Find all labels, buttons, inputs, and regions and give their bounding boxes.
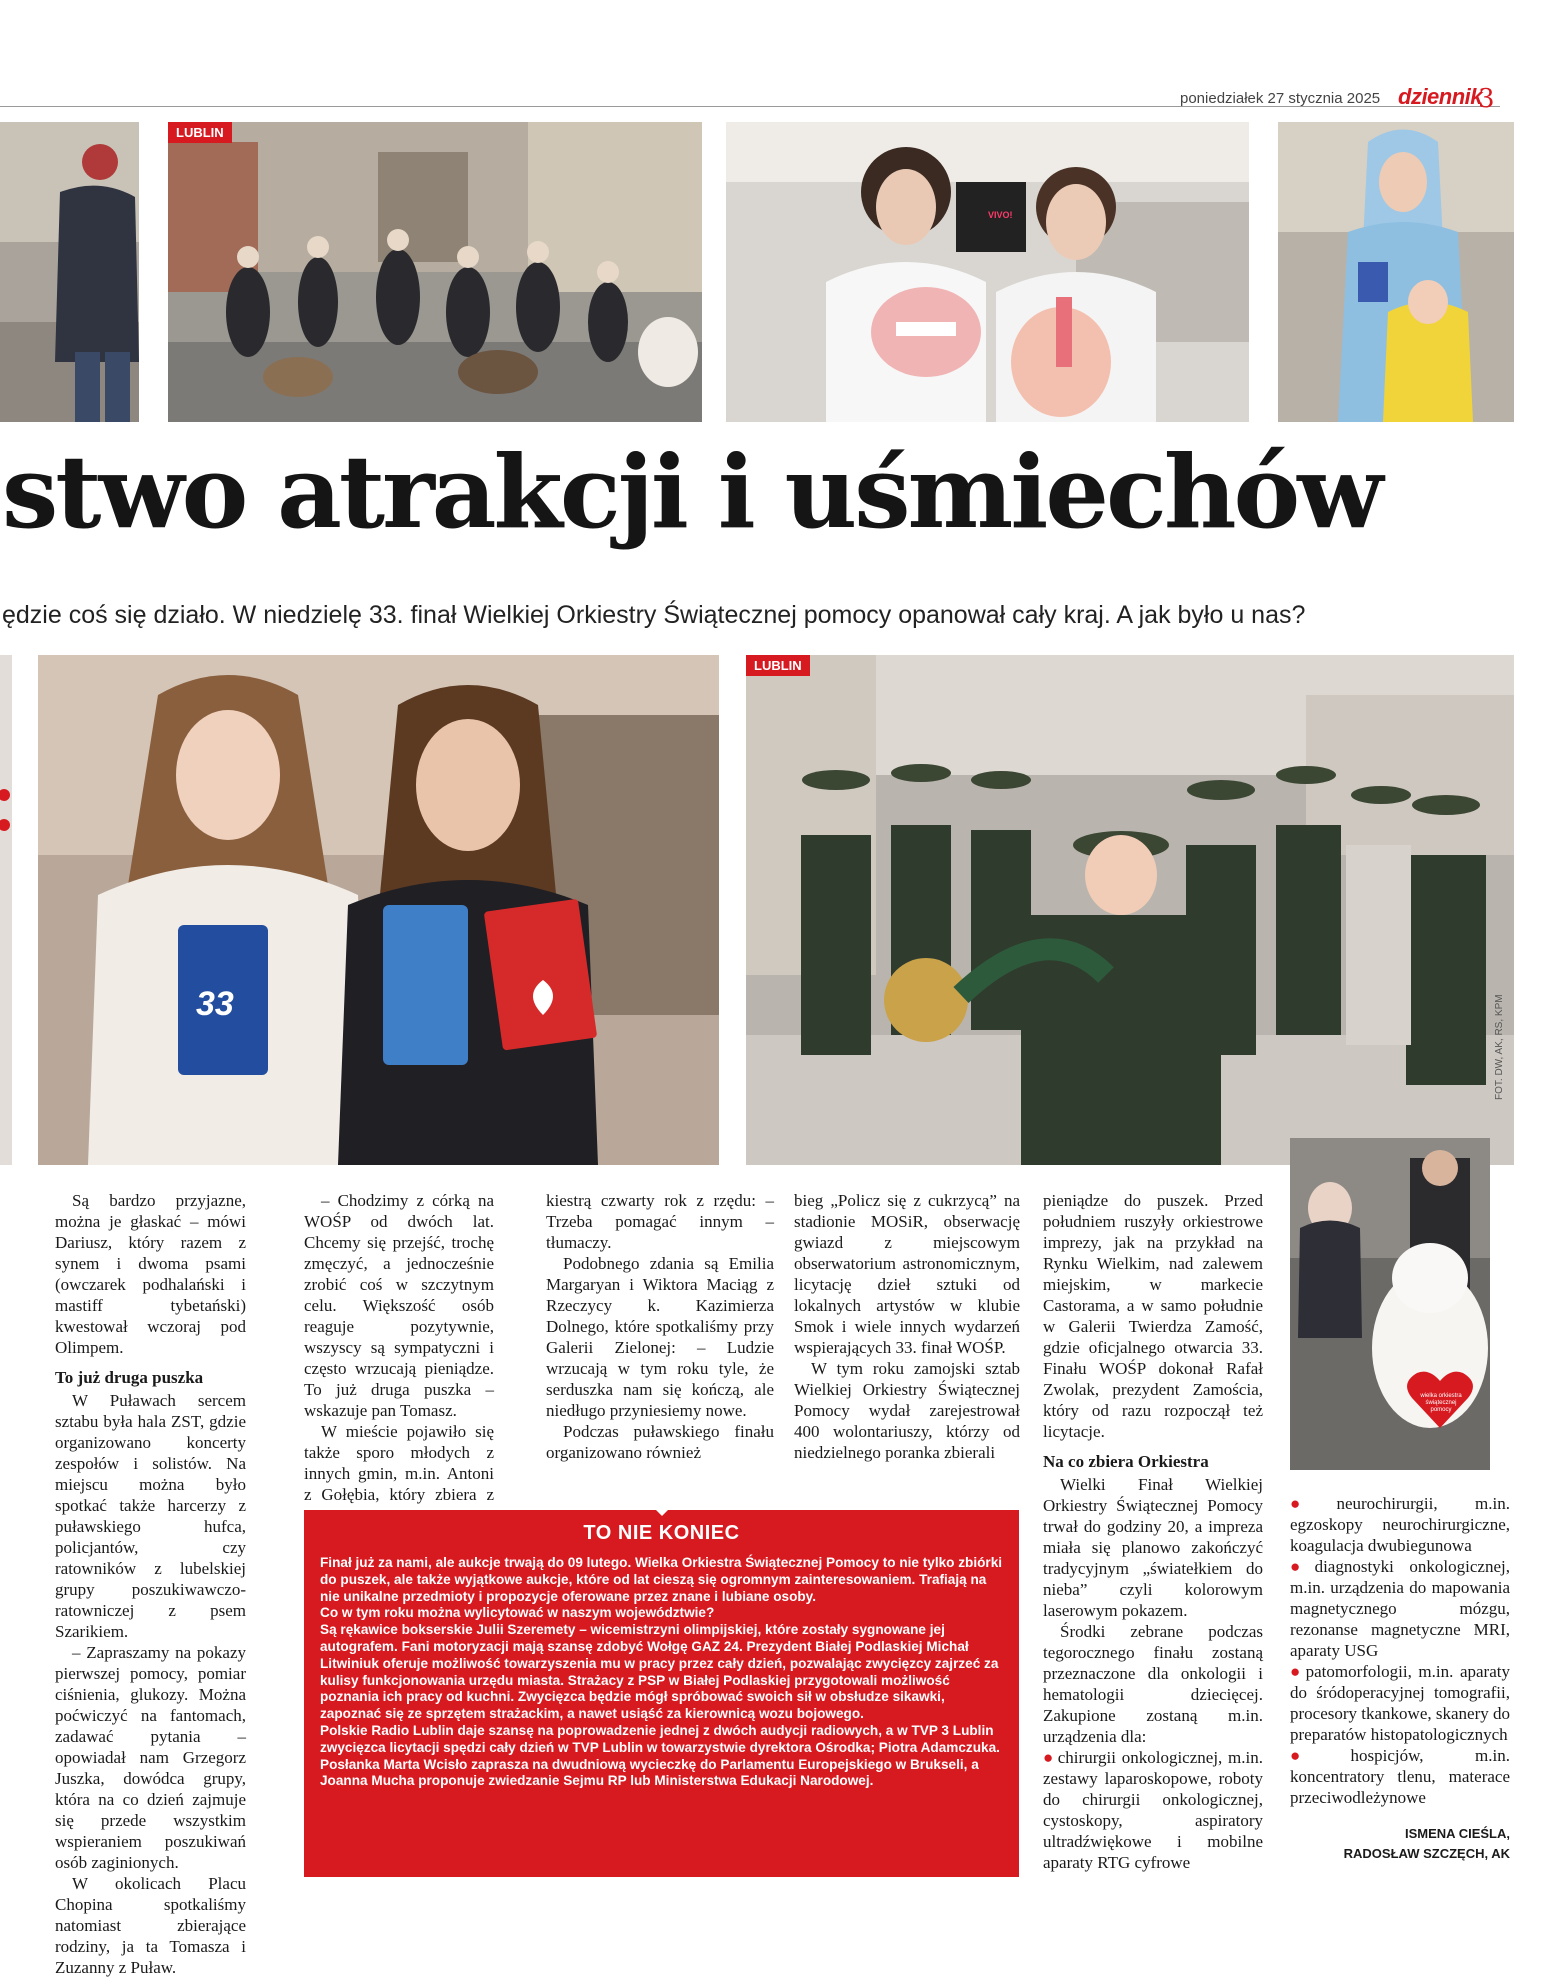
- issue-date: poniedziałek 27 stycznia 2025: [1180, 90, 1381, 107]
- bullet-dot-icon: ●: [1290, 1557, 1312, 1576]
- subheading-second-box: To już druga puszka: [55, 1368, 204, 1387]
- info-box-paragraph-2: Co w tym roku można wylicytować w naszym województwie?: [320, 1605, 715, 1621]
- newspaper-logo: dziennik: [1398, 84, 1483, 109]
- photo-man-street: [0, 122, 139, 422]
- vivo-badge: VIVO!: [988, 210, 1013, 220]
- author-line-2: RADOSŁAW SZCZĘCH, AK: [1343, 1846, 1510, 1861]
- column-2-paragraph-1: – Chodzimy z córką na WOŚP od dwóch lat. Chcemy się przejść, trochę zmęczyć, a jednocześnie zrobić coś w szczytnym celu. Większość osób reaguje pozytywnie, wszyscy są sympatyczni i często wrzucają pieniądze. To już druga puszka – wskazuje pan Tomasz.: [304, 1191, 494, 1420]
- author-signature: [1290, 1824, 1510, 1864]
- column-1-paragraph-2: W Puławach sercem sztabu była hala ZST, gdzie organizowano koncerty zespołów i solistów. Na miejscu można było spotkać także harcerzy z puławskiego hufca, policjantów, czy ratowników z lubelskiej grupy poszukiwawczo-ratowniczej z psem Szarikiem.: [55, 1391, 246, 1641]
- bullet-item: ● hospicjów, m.in. koncentratory tlenu, materace przeciwodleżynowe: [1290, 1746, 1510, 1807]
- headline: stwo atrakcji i uśmiechów: [2, 433, 1381, 551]
- article-column-5: [1043, 1190, 1263, 1873]
- column-5-paragraph-2: Wielki Finał Wielkiej Orkiestry Świątecznej Pomocy trwał do godziny 20, a impreza miała się planowo zakończyć tradycyjnym „światełkiem do nieba” czyli kolorowym laserowym pokazem.: [1043, 1475, 1263, 1620]
- column-2-paragraph-2: W mieście pojawiło się także sporo młodych z innych gmin, m.in. Antoni z Gołębia, który zbiera z: [304, 1422, 494, 1504]
- bullet-dot-icon: ●: [1290, 1494, 1334, 1513]
- photo-hunters-horn: [746, 655, 1514, 1165]
- location-tag-lublin-2: LUBLIN: [746, 655, 810, 676]
- page-number: 3: [1478, 84, 1495, 114]
- photo-dental-volunteers: [726, 122, 1249, 422]
- article-column-3: [546, 1190, 774, 1463]
- bullet-dot-icon: ●: [1290, 1662, 1303, 1681]
- info-box-paragraph-4: Polskie Radio Lublin daje szansę na poprowadzenie jednej z dwóch audycji radiowych, a w TVP 3 Lublin zwycięzca licytacji spędzi cały dzień w TVP Lublin w towarzystwie dyrektora Ośrodka; Piotra Adamczuka.: [320, 1722, 1000, 1755]
- column-4-paragraph-2: W tym roku zamojski sztab Wielkiej Orkiestry Świątecznej Pomocy wydał zarejestrował 400 wolontariuszy, którzy od niedzielnego poranka zbierali: [794, 1359, 1020, 1462]
- location-tag-lublin: LUBLIN: [168, 122, 232, 143]
- article-column-6: [1290, 1493, 1510, 1808]
- heart-sticker-text: wielka orkiestra świątecznej pomocy: [1420, 1393, 1462, 1413]
- bullet-item: ● diagnostyki onkologicznej, m.in. urządzenia do mapowania magnetycznego mózgu, rezonanse magnetyczne MRI, aparaty USG: [1290, 1557, 1510, 1660]
- collection-box-number: 33: [196, 985, 234, 1023]
- photo-volunteers-with-dogs: [168, 122, 702, 422]
- photo-mother-child-costume: [1278, 122, 1514, 422]
- photo-credit: FOT. DW, AK, RS, KPM: [1494, 994, 1505, 1100]
- bullet-item: ● chirurgii onkologicznej, m.in. zestawy laparoskopowe, roboty do chirurgii onkologicznej, cystoskopy, aspiratory ultradźwiękowe i mobilne aparaty RTG cyfrowe: [1043, 1748, 1263, 1872]
- info-box-paragraph-5: Posłanka Marta Wcisło zaprasza na dwudniową wycieczkę do Parlamentu Europejskiego w Brukseli, a Joanna Mucha proponuje zwiedzanie Sejmu RP lub Ministerstwa Edukacji Narodowej.: [320, 1756, 979, 1789]
- column-3-paragraph-2: Podobnego zdania są Emilia Margaryan i Wiktora Maciąg z Rzeczycy k. Kazimierza Dolnego, które spotkaliśmy przy Galerii Zielonej: – Ludzie wrzucają w tym roku tyle, że serduszka nam się kończą, ale niedługo przyniesiemy nowe.: [546, 1254, 774, 1420]
- column-1-paragraph-4: W okolicach Placu Chopina spotkaliśmy natomiast zbierające rodziny, ja ta Tomasza i Zuzanny z Puław.: [55, 1874, 246, 1977]
- info-box-title: TO NIE KONIEC: [304, 1522, 1019, 1545]
- column-3-paragraph-1: kiestrą czwarty rok z rzędu: – Trzeba pomagać innym – tłumaczy.: [546, 1191, 774, 1252]
- lead-paragraph: ędzie coś się działo. W niedzielę 33. finał Wielkiej Orkiestry Świątecznej pomocy opanował cały kraj. A jak było u nas?: [2, 601, 1306, 629]
- photo-red-edge: [0, 655, 12, 1165]
- bullet-dot-icon: ●: [1290, 1746, 1348, 1765]
- article-column-1: [55, 1190, 246, 1978]
- bullet-item: ● patomorfologii, m.in. aparaty do śródoperacyjnej tomografii, procesory tkankowe, skanery do preparatów histopatologicznych: [1290, 1662, 1510, 1744]
- bullet-dot-icon: ●: [1043, 1748, 1055, 1767]
- article-column-2: [304, 1190, 494, 1526]
- column-1-paragraph-1: Są bardzo przyjazne, można je głaskać – mówi Dariusz, który razem z synem i dwoma psami (owczarek podhalański i mastiff tybetański) kwestował wczoraj pod Olimpem.: [55, 1191, 246, 1357]
- info-box-paragraph-3: Są rękawice bokserskie Julii Szeremety – wicemistrzyni olimpijskiej, które zostały sygnowane jej autografem. Fani motoryzacji mają szansę zdobyć Wołgę GAZ 24. Prezydent Białej Podlaskiej Michał Litwiniuk oferuje możliwość towarzyszenia mu w pracy przez cały dzień, pozwalając zwycięzcy zajrzeć za kulisy funkcjonowania urzędu miasta. Strażacy z PSP w Białej Podlaskiej przygotowali możliwość poznania ich pracy od kuchni. Zwycięzca będzie mógł spróbować swoich sił w obsłudze sikawki, zapoznać się ze sprzętem strażackim, a nawet usiąść za kierownicą wozu bojowego.: [320, 1622, 999, 1722]
- column-4-paragraph-1: bieg „Policz się z cukrzycą” na stadionie MOSiR, obserwację gwiazd z miejscowym obserwatorium astronomicznym, licytację dzieł sztuki od lokalnych artystów w klubie Smok i wiele innych wydarzeń wspierających 33. finał WOŚP.: [794, 1191, 1020, 1357]
- subheading-orchestra-goal: Na co zbiera Orkiestra: [1043, 1452, 1209, 1471]
- info-box-paragraph-1: Finał już za nami, ale aukcje trwają do 09 lutego. Wielka Orkiestra Świątecznej Pomocy to nie tylko zbiórki do puszek, ale także wyjątkowe aukcje, które od lat cieszą się ogromnym zainteresowaniem. Trafiają na nie unikalne przedmioty i propozycje oferowane przez znane i lubiane osoby.: [320, 1555, 1003, 1604]
- author-line-1: ISMENA CIEŚLA,: [1405, 1826, 1510, 1841]
- auctions-info-box: [304, 1510, 1019, 1877]
- column-1-paragraph-3: – Zapraszamy na pokazy pierwszej pomocy, pomiar ciśnienia, glukozy. Można poćwiczyć na fantomach, zadawać pytania – opowiadał nam Grzegorz Juszka, dowódca grupy, która na co dzień zajmuje się przede wszystkim wspieraniem poszukiwań osób zaginionych.: [55, 1643, 246, 1872]
- photo-girls-with-boxes: [38, 655, 719, 1165]
- bullet-item: ● neurochirurgii, m.in. egzoskopy neurochirurgiczne, koagulacja dwubiegunowa: [1290, 1494, 1510, 1555]
- photo-girl-with-white-dog: [1290, 1138, 1490, 1470]
- column-5-paragraph-1: pieniądze do puszek. Przed południem ruszyły orkiestrowe imprezy, jak na przykład na Rynku Wielkim, nad zalewem miejskim, w markecie Castorama, a w samo południe w Galerii Twierdza Zamość, gdzie oficjalnego otwarcia 33. Finału WOŚP dokonał Rafał Zwolak, prezydent Zamościa, który od razu rozpoczął też licytacje.: [1043, 1191, 1263, 1441]
- column-5-paragraph-3: Środki zebrane podczas tegorocznego finału zostaną przeznaczone dla onkologii i hematologii dziecięcej. Zakupione zostaną m.in. urządzenia dla:: [1043, 1622, 1263, 1746]
- article-column-4: [794, 1190, 1020, 1463]
- column-3-paragraph-3: Podczas puławskiego finału organizowano również: [546, 1422, 774, 1462]
- info-box-body: [320, 1555, 1006, 1790]
